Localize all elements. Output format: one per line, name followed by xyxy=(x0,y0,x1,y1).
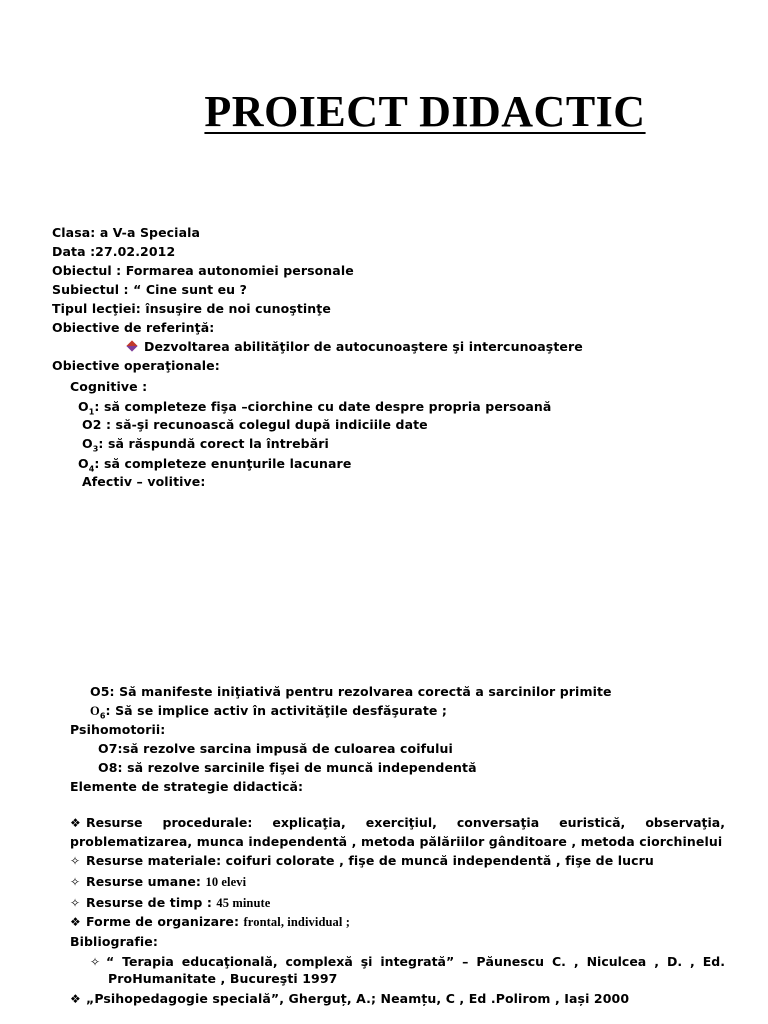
obiective-operationale-label: Obiective operaţionale: xyxy=(52,358,220,373)
diamond-bullet-icon: ❖ xyxy=(70,992,81,1006)
data-line: Data :27.02.2012 xyxy=(52,244,176,259)
bibliografie-item1-line2: ProHumanitate , Bucureşti 1997 xyxy=(108,971,338,986)
diamond-outline-bullet-icon: ✧ xyxy=(90,955,101,969)
clasa-line: Clasa: a V-a Speciala xyxy=(52,225,201,240)
objective-o4: $O_4$: să completeze enunţurile lacunare xyxy=(78,456,352,474)
subiectul-line: Subiectul : “ Cine sunt eu ? xyxy=(52,282,247,297)
forme-organizare: ❖ Forme de organizare: frontal, individual ; xyxy=(70,914,350,929)
bibliografie-item1-line1: ✧ “ Terapia educaţională, complexă şi integrată” – Păunescu C. , Niculcea , D. , Ed. xyxy=(90,952,725,972)
objective-o5: O5: Să manifeste iniţiativă pentru rezolvarea corectă a sarcinilor primite xyxy=(90,684,612,699)
resurse-timp: ✧ Resurse de timp : 45 minute xyxy=(70,895,271,910)
resurse-procedurale-line1: ❖ Resurse procedurale: explicaţia, exerciţiul, conversaţia euristică, observaţia, xyxy=(70,813,725,833)
obiective-referinta-label: Obiective de referinţă: xyxy=(52,320,215,335)
psihomotorii-label: Psihomotorii: xyxy=(70,722,166,737)
tipul-lectiei-line: Tipul lecţiei: însuşire de noi cunoştinţe xyxy=(52,301,331,316)
afectiv-label: Afectiv – volitive: xyxy=(82,474,206,489)
diamond-bullet-icon: ❖ xyxy=(70,915,81,929)
resurse-procedurale-line2: problematizarea, munca independentă , metoda pălăriilor gânditoare , metoda ciorchinelui xyxy=(70,834,723,849)
page-title: PROIECT DIDACTIC xyxy=(204,87,646,136)
diamond-outline-bullet-icon: ✧ xyxy=(70,896,81,910)
objective-o3: $O_3$: să răspundă corect la întrebări xyxy=(82,436,329,454)
diamond-outline-bullet-icon: ✧ xyxy=(70,875,81,889)
resurse-umane: ✧ Resurse umane: 10 elevi xyxy=(70,874,247,889)
obiective-referinta-item: Dezvoltarea abilităţilor de autocunoaştere şi intercunoaştere xyxy=(128,339,583,355)
bibliografie-label: Bibliografie: xyxy=(70,934,158,949)
obiectul-line: Obiectul : Formarea autonomiei personale xyxy=(52,263,354,278)
objective-o1: $O_1$: să completeze fişa –ciorchine cu date despre propria persoană xyxy=(78,399,552,417)
strategie-label: Elemente de strategie didactică: xyxy=(70,779,304,794)
diamond-outline-bullet-icon: ✧ xyxy=(70,854,81,868)
diamond-bullet-icon: ❖ xyxy=(70,816,81,830)
objective-o6: $O_6$: Să se implice activ în activităţile desfăşurate ; xyxy=(90,703,448,721)
bibliografie-item2: ❖ „Psihopedagogie specială”, Gherguț, A.; Neamțu, C , Ed .Polirom , Iași 2000 xyxy=(70,991,630,1006)
objective-o2: O2 : să-şi recunoască colegul după indiciile date xyxy=(82,417,428,432)
objective-o7: O7:să rezolve sarcina impusă de culoarea coifului xyxy=(98,741,453,756)
cognitive-label: Cognitive : xyxy=(70,379,148,394)
objective-o8: O8: să rezolve sarcinile fişei de muncă independentă xyxy=(98,760,477,775)
resurse-materiale: ✧ Resurse materiale: coifuri colorate , fişe de muncă independentă , fişe de lucru xyxy=(70,853,654,868)
arrow-bullet-icon xyxy=(126,340,137,351)
